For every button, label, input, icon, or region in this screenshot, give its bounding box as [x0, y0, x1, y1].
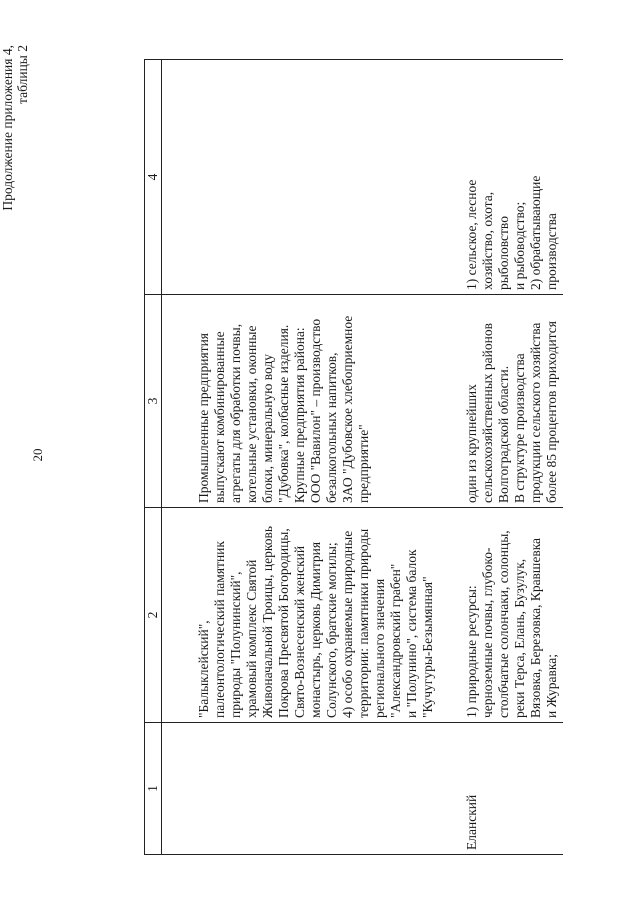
column-header-1: 1 — [145, 723, 162, 855]
table-row — [464, 60, 563, 855]
column-header-3: 3 — [145, 295, 162, 508]
caption-line-1: Продолжение приложения 4, — [0, 45, 15, 211]
table-cell-resources — [464, 508, 563, 723]
appendix-table — [144, 59, 563, 855]
page-number: 20 — [30, 448, 45, 462]
table-cell-economy — [464, 295, 563, 508]
column-header-4: 4 — [145, 60, 162, 295]
table-cell-resources — [162, 508, 465, 723]
table-cell-activities — [464, 60, 563, 295]
column-header-2: 2 — [145, 508, 162, 723]
table-row — [162, 60, 465, 855]
cell-text: "Балыклейский", палеонтологический памятник природы "Полунинский", храмовый комплекс Святой Живоначальной Троицы, церковь Покрова Пресвятой Богородицы, Свято-Вознесенский женский монастырь, церковь Димитрия Солунского, братские могилы; 4) особо охраняемые природные территории: памятники природы регионального значения "Александровский грабен" и "Полунино", система балок "Кучугуры-Безымянная" — [196, 525, 435, 718]
table-cell-district — [464, 723, 563, 855]
table-caption — [0, 45, 30, 365]
table-cell-activities — [162, 60, 465, 295]
table-cell-economy — [162, 295, 465, 508]
table-header-row — [145, 60, 162, 855]
cell-text: 1) природные ресурсы: черноземные почвы, глубоко- столбчатые солончаки, солонцы, реки Терса, Елань, Бузулук, Вязовка, Березовка, Кравшевка и Журавка; — [464, 530, 559, 718]
cell-text: Промышленные предприятия выпускают комбинированные агрегаты для обработки почвы, котельные установки, оконные блоки, минеральную воду "Дубовка", колбасные изделия. Крупные предприятия района: ООО "Вавилон" – производство безалкогольных напитков, ЗАО "Дубовское хлебоприемное предприятие" — [196, 315, 371, 503]
caption-line-2: таблицы 2 — [15, 45, 30, 104]
cell-text: один из крупнейших сельскохозяйственных районов Волгоградской области. В структуре производства продукции сельского хозяйства более 85 процентов приходится — [464, 321, 559, 503]
cell-text: Еланский — [464, 794, 479, 850]
table-cell-district — [162, 723, 465, 855]
cell-text: 1) сельское, лесное хозяйство, охота, рыболовство и рыбоводство; 2) обрабатывающие производства — [464, 175, 559, 290]
